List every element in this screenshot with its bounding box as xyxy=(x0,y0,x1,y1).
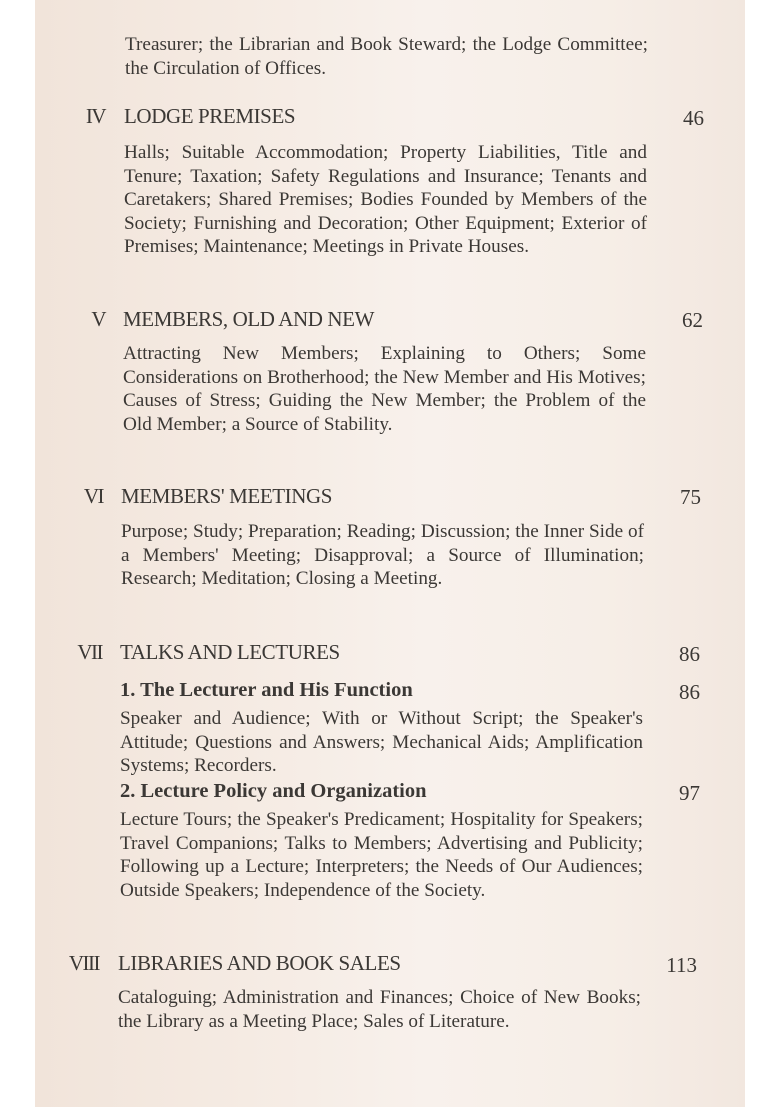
section-description: Lecture Tours; the Speaker's Predicament; Hospitality for Speakers; Travel Companions; Talks to Members; Advertising and Publicity; Following up a Lecture; Interpreters; the Needs of Our Audiences; Outside Speakers; Independence of the Society. xyxy=(120,809,643,901)
chapter-page-number: 86 xyxy=(679,642,700,666)
section-description: Speaker and Audience; With or Without Script; the Speaker's Attitude; Questions and Answers; Mechanical Aids; Amplification Systems; Recorders. xyxy=(120,708,643,776)
chapter-title: MEMBERS' MEETINGS xyxy=(121,484,333,508)
chapter-title: LODGE PREMISES xyxy=(124,104,296,128)
section-title: 1. The Lecturer and His Function xyxy=(120,679,413,701)
chapter-numeral: VII xyxy=(77,640,102,664)
book-page xyxy=(35,0,745,1107)
chapter-description: Cataloguing; Administration and Finances; Choice of New Books; the Library as a Meeting Place; Sales of Literature. xyxy=(118,987,641,1032)
chapter-numeral: VIII xyxy=(68,951,99,975)
chapter-numeral: VI xyxy=(83,484,103,508)
chapter-description: Attracting New Members; Explaining to Others; Some Considerations on Brotherhood; the New Member and His Motives; Causes of Stress; Guiding the New Member; the Problem of the Old Member; a Source of Stability. xyxy=(123,343,646,435)
chapter-title: TALKS AND LECTURES xyxy=(120,640,340,664)
chapter-page-number: 62 xyxy=(682,308,703,332)
chapter-numeral: V xyxy=(91,307,105,331)
chapter-page-number: 113 xyxy=(666,953,697,977)
chapter-numeral: IV xyxy=(85,104,105,128)
section-page-number: 97 xyxy=(679,781,700,805)
chapter-title: LIBRARIES AND BOOK SALES xyxy=(118,951,401,975)
section-title: 2. Lecture Policy and Organization xyxy=(120,780,427,802)
chapter-title: MEMBERS, OLD AND NEW xyxy=(123,307,375,331)
continued-description: Treasurer; the Librarian and Book Steward; the Lodge Committee; the Circulation of Offices. xyxy=(125,34,648,79)
chapter-page-number: 75 xyxy=(680,485,701,509)
chapter-description: Halls; Suitable Accommodation; Property Liabilities, Title and Tenure; Taxation; Safety Regulations and Insurance; Tenants and Caretakers; Shared Premises; Bodies Founded by Members of the Society; Furnishing and Decoration; Other Equipment; Exterior of Premises; Maintenance; Meetings in Private Houses. xyxy=(124,142,647,257)
section-page-number: 86 xyxy=(679,680,700,704)
chapter-page-number: 46 xyxy=(683,106,704,130)
chapter-description: Purpose; Study; Preparation; Reading; Discussion; the Inner Side of a Members' Meeting; Disapproval; a Source of Illumination; Research; Meditation; Closing a Meeting. xyxy=(121,521,644,589)
